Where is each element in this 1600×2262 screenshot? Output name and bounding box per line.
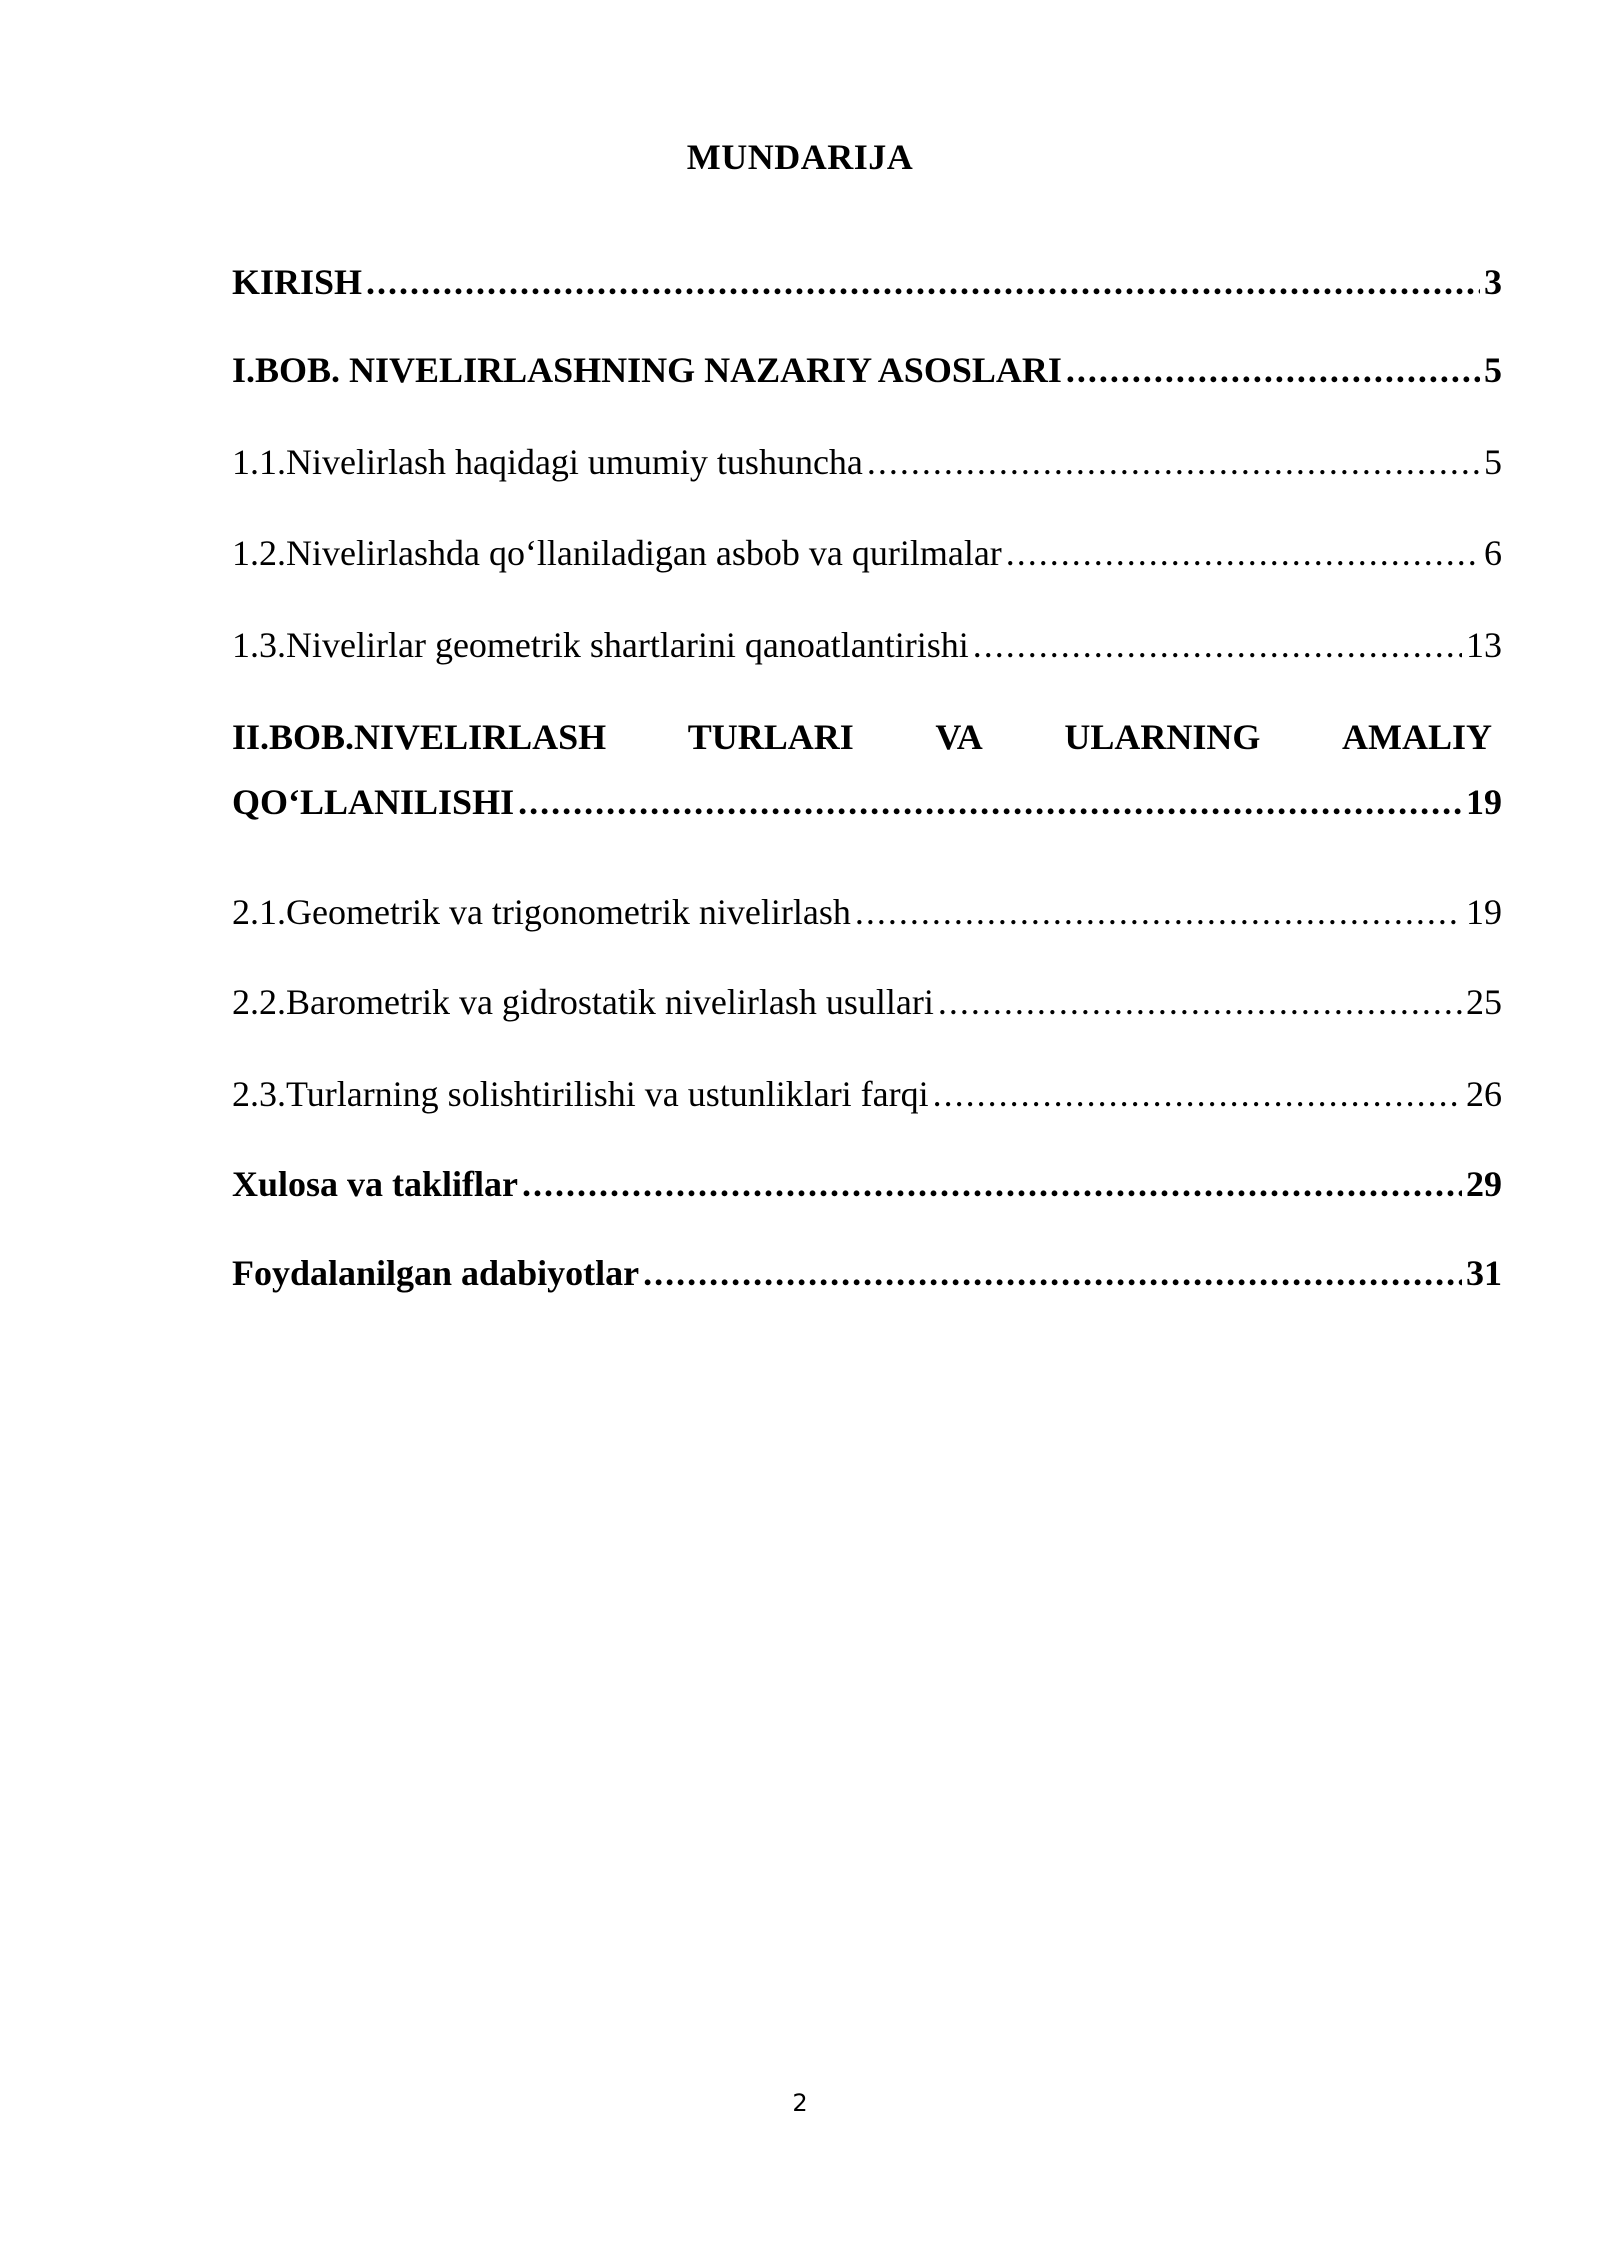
toc-leader xyxy=(518,778,1462,826)
toc-label: KIRISH xyxy=(232,262,363,302)
toc-label: 1.1.Nivelirlash haqidagi umumiy tushuncha xyxy=(232,442,863,482)
toc-leader xyxy=(522,1160,1462,1208)
toc-label: 2.2.Barometrik va gidrostatik nivelirlash usullari xyxy=(232,982,934,1022)
toc-page: 19 xyxy=(1466,782,1502,822)
toc-page: 5 xyxy=(1484,350,1502,390)
toc-page: 25 xyxy=(1466,982,1502,1022)
toc-page: 13 xyxy=(1466,625,1502,665)
toc-leader xyxy=(867,438,1480,486)
toc-leader xyxy=(1006,529,1480,577)
toc-page: 6 xyxy=(1484,533,1502,573)
page-number: 2 xyxy=(792,2089,808,2117)
toc-entry-kirish[interactable] xyxy=(232,258,1502,306)
toc-word: TURLARI xyxy=(687,717,854,757)
toc-page: 26 xyxy=(1466,1074,1502,1114)
toc-entry-section-1-3[interactable] xyxy=(232,621,1502,669)
toc-leader xyxy=(1066,346,1480,394)
toc-leader xyxy=(643,1249,1462,1297)
toc-page: 5 xyxy=(1484,442,1502,482)
toc-label: 1.3.Nivelirlar geometrik shartlarini qanoatlantirishi xyxy=(232,625,969,665)
toc-label: 1.2.Nivelirlashda qo‘llaniladigan asbob va qurilmalar xyxy=(232,533,1002,573)
toc-entry-chapter-2-line-1[interactable] xyxy=(232,713,1492,761)
toc-label: QO‘LLANILISHI xyxy=(232,782,515,822)
toc-entry-conclusion[interactable] xyxy=(232,1160,1502,1208)
toc-page: 31 xyxy=(1466,1253,1502,1293)
toc-word: ULARNING xyxy=(1064,717,1261,757)
toc-leader xyxy=(933,1070,1462,1118)
toc-entry-chapter-1[interactable] xyxy=(232,346,1502,394)
toc-leader xyxy=(973,621,1462,669)
toc-label: Xulosa va takliflar xyxy=(232,1164,519,1204)
toc-entry-chapter-2-line-2[interactable] xyxy=(232,778,1502,826)
toc-entry-section-1-2[interactable] xyxy=(232,529,1502,577)
toc-leader xyxy=(366,258,1480,306)
toc-entry-section-2-1[interactable] xyxy=(232,888,1502,936)
toc-label: 2.3.Turlarning solishtirilishi va ustunliklari farqi xyxy=(232,1074,929,1114)
toc-page: 3 xyxy=(1484,262,1502,302)
toc-label: Foydalanilgan adabiyotlar xyxy=(232,1253,640,1293)
toc-label: I.BOB. NIVELIRLASHNING NAZARIY ASOSLARI xyxy=(232,350,1062,390)
page-title: MUNDARIJA xyxy=(686,137,914,177)
toc-word: VA xyxy=(935,717,983,757)
toc-entry-section-2-3[interactable] xyxy=(232,1070,1502,1118)
toc-entry-references[interactable] xyxy=(232,1249,1502,1297)
toc-page: 19 xyxy=(1466,892,1502,932)
toc-page: 29 xyxy=(1466,1164,1502,1204)
toc-leader xyxy=(855,888,1462,936)
toc-label: 2.1.Geometrik va trigonometrik nivelirlash xyxy=(232,892,851,932)
toc-word: II.BOB.NIVELIRLASH xyxy=(232,717,607,757)
toc-leader xyxy=(938,978,1462,1026)
toc-entry-section-2-2[interactable] xyxy=(232,978,1502,1026)
toc-word: AMALIY xyxy=(1341,717,1492,757)
toc-entry-section-1-1[interactable] xyxy=(232,438,1502,486)
